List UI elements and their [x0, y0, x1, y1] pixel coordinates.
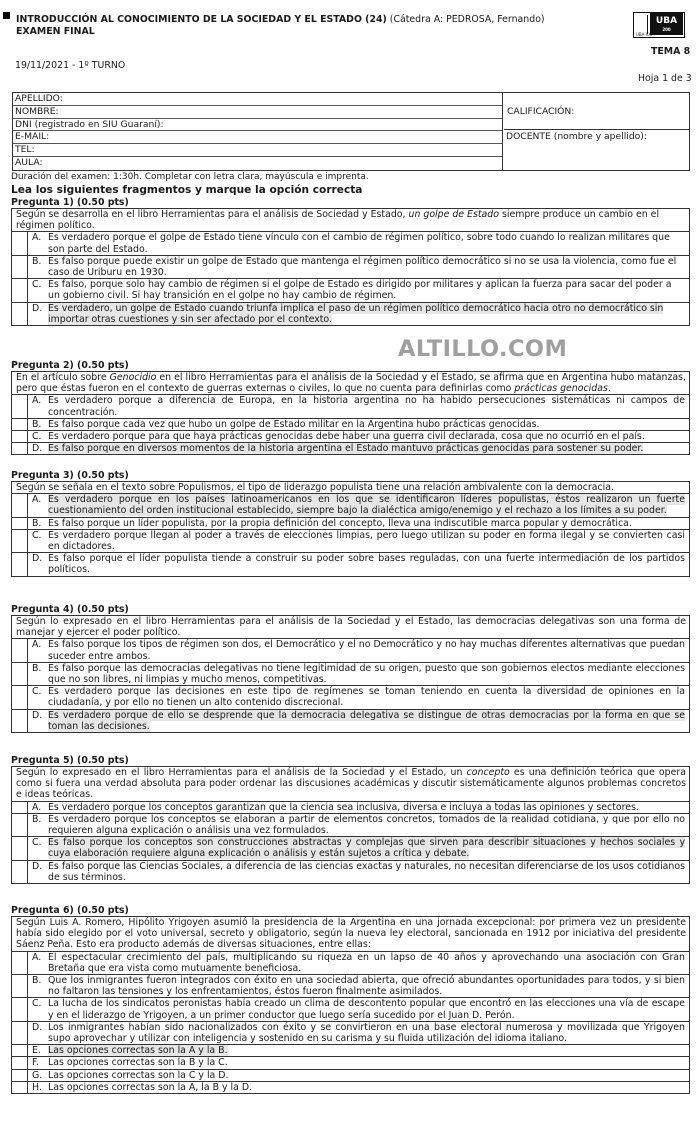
student-info-table	[12, 92, 690, 171]
option-c[interactable]: C. Es falso, porque solo hay cambio de régimen si el golpe de Estado es dirigido por militares y aplican la fuerza para sacar del poder a un gobierno civil. Si hay transición en el golpe no hay cambio de régimen.	[12, 279, 689, 302]
tema-label: TEMA 8	[651, 46, 691, 57]
calificacion-field: CALIFICACIÓN:	[507, 106, 575, 117]
exam-type: EXAMEN FINAL	[16, 26, 95, 37]
question-box	[11, 766, 690, 884]
watermark: ALTILLO.COM	[398, 336, 568, 362]
option-c[interactable]: C. Es falso porque los conceptos son construcciones abstractas y complejas que sirven para describir situaciones y hechos sociales y cuya elaboración requiere alguna explicación o análisis y están sujetos a crítica y debate.	[12, 837, 689, 860]
option-b[interactable]: B. Es falso porque un líder populista, por la propia definición del concepto, lleva una indiscutible marca popular y democrática.	[12, 518, 689, 530]
question-header: Pregunta 4) (0.50 pts)	[11, 604, 129, 615]
logo-text: UBA	[655, 16, 678, 26]
page-number: Hoja 1 de 3	[638, 73, 692, 84]
docente-field: DOCENTE (nombre y apellido):	[506, 131, 647, 142]
question-box	[11, 371, 690, 455]
question-header: Pregunta 3) (0.50 pts)	[11, 470, 129, 481]
field-tel[interactable]: TEL:	[13, 144, 502, 157]
question-stem: Según Luis A. Romero, Hipólito Yrigoyen asumió la presidencia de la Argentina en una jornada excepcional: por primera vez un presidente había sido elegido por el voto universal, secreto y obligatorio, según la nueva ley electoral, sancionada en 1912 por iniciativa del presidente Sáenz Peña. Esto era producto además de diversas situaciones, entre ellas:	[12, 917, 689, 952]
exam-date: 19/11/2021 - 1º TURNO	[15, 60, 126, 71]
logo-sub: 200	[662, 27, 671, 32]
option-c[interactable]: C. La lucha de los sindicatos peronistas había creado un clima de descontento popular que encontró en las elecciones una vía de escape y en el liderazgo de Yrigoyen, a un primer conductor que luego sería sucedido por el Juan D. Perón.	[12, 998, 689, 1021]
question-stem: Según se señala en el texto sobre Populismos, el tipo de liderazgo populista tiene una relación ambivalente con la democracia.	[12, 482, 689, 494]
field-apellido[interactable]: APELLIDO:	[13, 93, 502, 106]
corner-mark	[3, 12, 10, 19]
question-3	[11, 470, 690, 577]
option-d[interactable]: D. Es falso porque en diversos momentos de la historia argentina el Estado mantuvo prácticas genocidas para sostener su poder.	[12, 443, 689, 454]
option-a[interactable]: A. El espectacular crecimiento del país, multiplicando su riqueza en un lapso de 40 años y aprovechando una asociación con Gran Bretaña que era vista como mutuamente beneficiosa.	[12, 952, 689, 975]
question-2	[11, 360, 690, 455]
student-fields	[13, 93, 503, 170]
question-header: Pregunta 2) (0.50 pts)	[11, 360, 129, 371]
option-b[interactable]: B. Es falso porque las democracias delegativas no tiene legitimidad de su origen, puesto que son gobiernos electos mediante elecciones que no son libres, ni limpias y mucho menos, competitivas.	[12, 663, 689, 686]
option-a[interactable]: A. Es falso porque los tipos de régimen son dos, el Democrático y el no Democrático y no hay muchas diferentes alternativas que puedan suceder entre ambos.	[12, 639, 689, 662]
option-b[interactable]: B. Es falso porque puede existir un golpe de Estado que mantenga el régimen político democrático si no se usa la violencia, como fue el caso de Uriburu en 1930.	[12, 256, 689, 279]
option-d[interactable]: D. Es falso porque el líder populista tiende a construir su poder sobre bases reguladas, con una fuerte intermediación de los partidos políticos.	[12, 553, 689, 575]
option-d[interactable]: D. Los inmigrantes habían sido nacionalizados con éxito y se convirtieron en una base electoral numerosa y movilizada que Yrigoyen supo aprovechar y utilizar con inteligencia y sostenido en su carisma y su fluida utilización del idioma italiano.	[12, 1022, 689, 1045]
divider	[504, 129, 690, 130]
question-box	[11, 916, 690, 1094]
option-d[interactable]: D. Es verdadero, un golpe de Estado cuando triunfa implica el paso de un régimen político democrático hacia otro no democrático sin importar otras cuestiones y sin ser afectado por el contexto.	[12, 303, 689, 325]
question-stem: Según lo expresado en el libro Herramientas para el análisis de la Sociedad y el Estado, las democracias delegativas son una forma de manejar y ejercer el poder político.	[12, 616, 689, 639]
option-b[interactable]: B. Que los inmigrantes fueron integrados con éxito en una sociedad abierta, que ofreció abundantes oportunidades para todos, y si bien no faltaron las tensiones y los enfrentamientos, éstos fueron finalmente asimilados.	[12, 975, 689, 998]
option-a[interactable]: A. Es verdadero porque los conceptos garantizan que la ciencia sea inclusiva, diversa e incluya a todas las opiniones y sectores.	[12, 802, 689, 814]
option-c[interactable]: C. Es verdadero porque las decisiones en este tipo de regímenes se toman teniendo en cuenta la diversidad de opiniones en la ciudadanía, y por ello no tienen un alto contenido discrecional.	[12, 686, 689, 709]
duration-note: Duración del examen: 1:30h. Completar con letra clara, mayúscula e imprenta.	[11, 172, 369, 182]
question-box	[11, 481, 690, 577]
option-h[interactable]: H. Las opciones correctas son la A, la B y la D.	[12, 1082, 689, 1093]
question-header: Pregunta 1) (0.50 pts)	[11, 197, 129, 208]
option-c[interactable]: C. Es verdadero porque para que haya prácticas genocidas debe haber una guerra civil declarada, cosa que no ocurrió en el país.	[12, 431, 689, 443]
question-header: Pregunta 5) (0.50 pts)	[11, 755, 129, 766]
option-a[interactable]: A. Es verdadero porque a diferencia de Europa, en la historia argentina no ha habido persecuciones sistemáticas ni campos de concentración.	[12, 395, 689, 418]
option-d[interactable]: D. Es verdadero porque de ello se desprende que la democracia delegativa se distingue de otras democracias por la forma en que se toman las decisiones.	[12, 710, 689, 732]
question-stem: Según lo expresado en el libro Herramientas para el análisis de la Sociedad y el Estado, un concepto es una definición teórica que opera como si fuera una verdad absoluta para poder ordenar las discusiones académicas y discutir sistemáticamente algunos problemas concretos e ideas teóricas.	[12, 767, 689, 802]
option-f[interactable]: F. Las opciones correctas son la B y la C.	[12, 1057, 689, 1069]
question-box	[11, 208, 690, 326]
uba-logo	[633, 12, 685, 38]
question-4	[11, 604, 690, 733]
field-nombre[interactable]: NOMBRE:	[13, 106, 502, 119]
chair-name: (Cátedra A: PEDROSA, Fernando)	[389, 14, 545, 25]
logo-mark	[650, 13, 683, 35]
option-a[interactable]: A. Es verdadero porque el golpe de Estado tiene vínculo con el cambio de régimen político, sobre todo cuando lo realizan militares que son parte del Estado.	[12, 232, 689, 255]
option-b[interactable]: B. Es falso porque cada vez que hubo un golpe de Estado militar en la Argentina hubo prácticas genocidas.	[12, 419, 689, 431]
instructions: Lea los siguientes fragmentos y marque la opción correcta	[11, 184, 363, 196]
course-name: INTRODUCCIÓN AL CONOCIMIENTO DE LA SOCIEDAD Y EL ESTADO (24)	[16, 14, 387, 25]
option-d[interactable]: D. Es falso porque las Ciencias Sociales, a diferencia de las ciencias exactas y naturales, no necesitan diferenciarse de los usos cotidianos de sus términos.	[12, 861, 689, 883]
field-dni[interactable]: DNI (registrado en SIU Guaraní):	[13, 119, 502, 132]
option-b[interactable]: B. Es verdadero porque los conceptos se elaboran a partir de elementos concretos, tomados de la realidad cotidiana, y que por ello no requieren alguna explicación o análisis una vez formulados.	[12, 814, 689, 837]
option-c[interactable]: C. Es verdadero porque llegan al poder a través de elecciones limpias, pero luego utilizan su poder en forma ilegal y se convierten casi en dictadores.	[12, 530, 689, 553]
question-stem: Según se desarrolla en el libro Herramientas para el análisis de Sociedad y Estado, un golpe de Estado siempre produce un cambio en el régimen político.	[12, 209, 689, 232]
question-header: Pregunta 6) (0.50 pts)	[11, 905, 129, 916]
question-stem: En el artículo sobre Genocidio en el libro Herramientas para el análisis de la Sociedad y el Estado, se afirma que en Argentina hubo matanzas, pero que éstas fueron en el contexto de guerras externas o civiles, lo que no cuenta para definirlas como prácticas genocidas.	[12, 372, 689, 395]
option-a[interactable]: A. Es verdadero porque en los países latinoamericanos en los que se identificaron líderes populistas, éstos realizaron un fuerte cuestionamiento del orden institucional establecido, siempre bajo la dialéctica amigo/enemigo y el rechazo a los límites a su poder.	[12, 494, 689, 517]
question-5	[11, 755, 690, 884]
question-box	[11, 615, 690, 733]
exam-title	[16, 14, 545, 38]
logo-caption: UBA·XXI	[636, 32, 653, 37]
option-g[interactable]: G. Las opciones correctas son la C y la D.	[12, 1070, 689, 1082]
option-e[interactable]: E. Las opciones correctas son la A y la B.	[12, 1045, 689, 1057]
field-aula[interactable]: AULA:	[15, 157, 43, 169]
field-email[interactable]: E-MAIL:	[13, 131, 502, 144]
question-1	[11, 197, 690, 326]
question-6	[11, 905, 690, 1094]
